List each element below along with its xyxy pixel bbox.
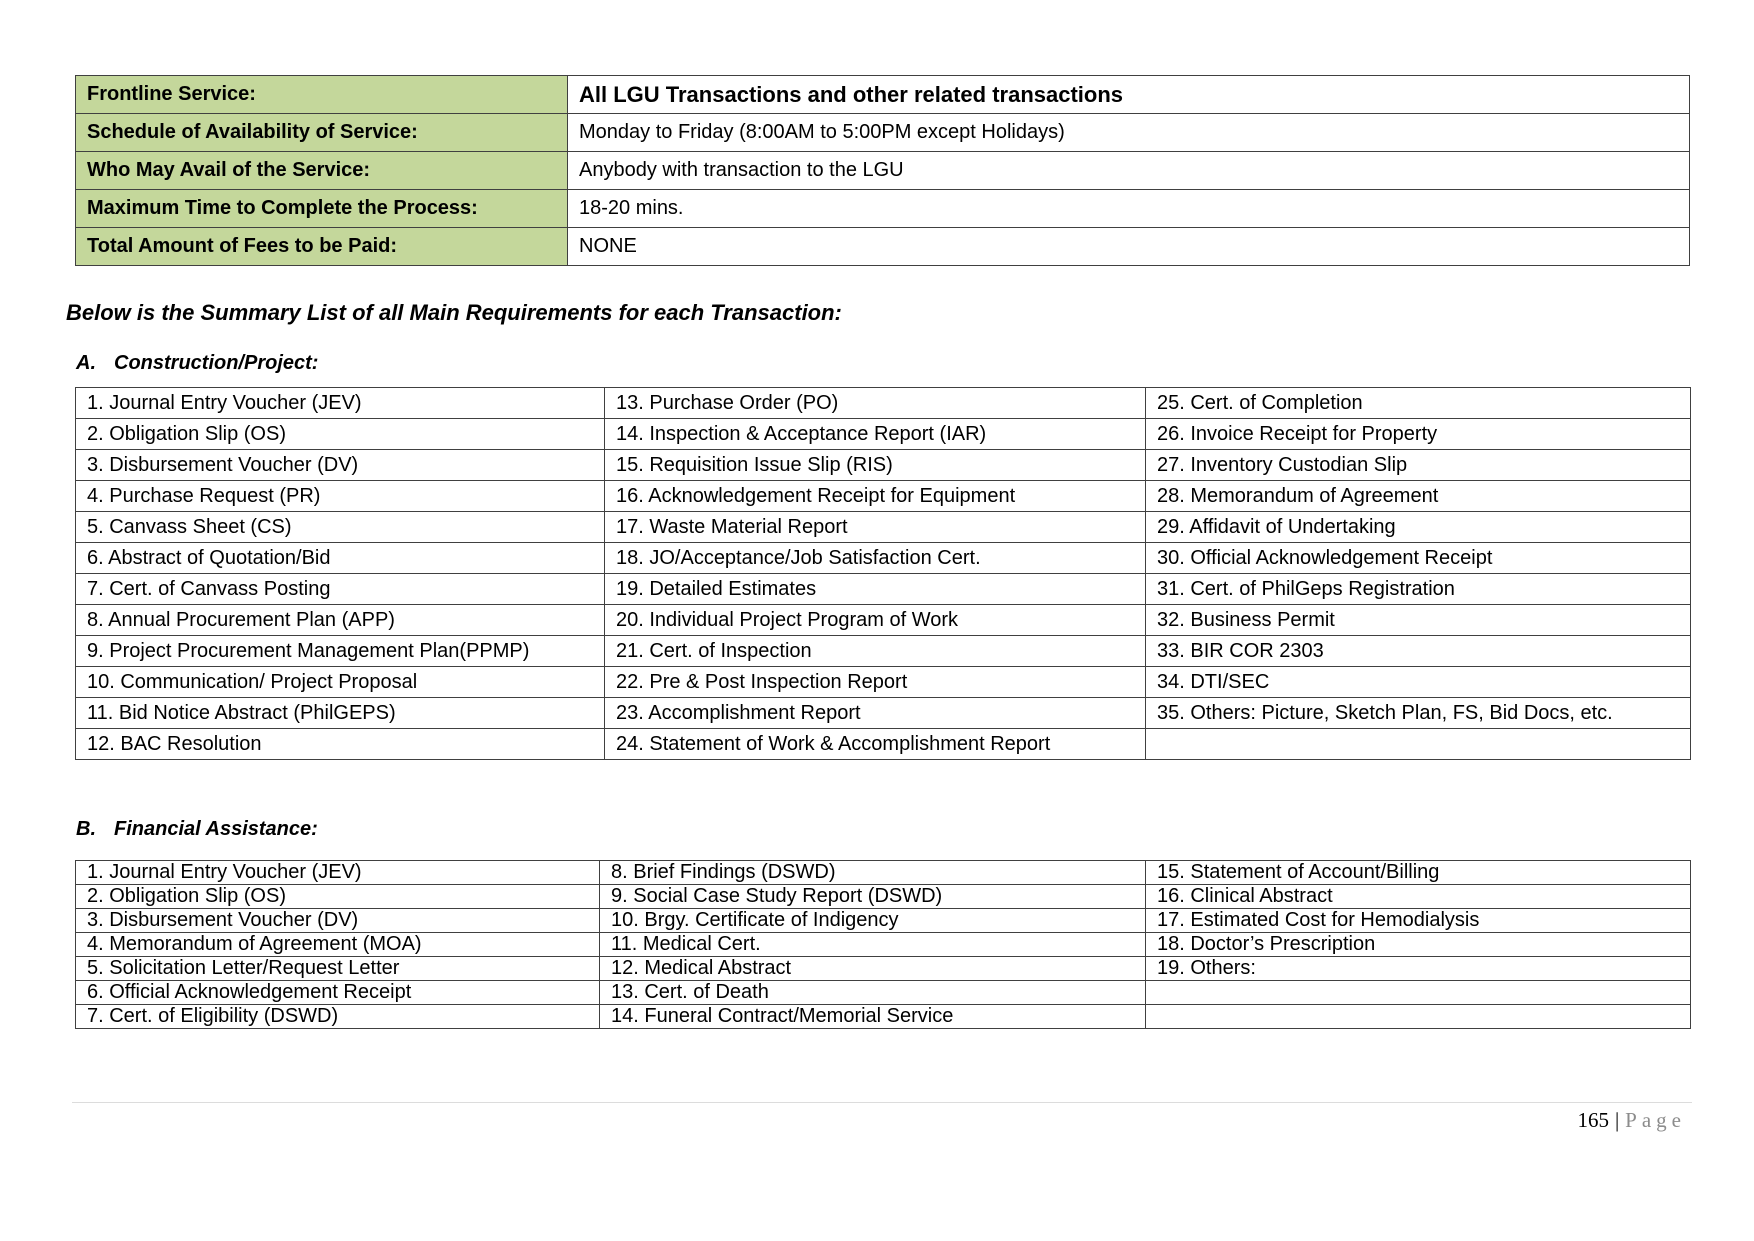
service-info-label: Who May Avail of the Service:	[76, 152, 568, 190]
requirement-cell: 20. Individual Project Program of Work	[605, 605, 1146, 636]
requirement-cell: 6. Abstract of Quotation/Bid	[76, 543, 605, 574]
requirement-cell: 8. Brief Findings (DSWD)	[600, 861, 1146, 885]
requirement-cell: 30. Official Acknowledgement Receipt	[1146, 543, 1691, 574]
table-row	[76, 957, 1691, 981]
requirement-cell: 4. Memorandum of Agreement (MOA)	[76, 933, 600, 957]
requirement-cell: 14. Inspection & Acceptance Report (IAR)	[605, 419, 1146, 450]
requirement-cell: 18. JO/Acceptance/Job Satisfaction Cert.	[605, 543, 1146, 574]
table-row	[76, 885, 1691, 909]
requirement-cell: 10. Brgy. Certificate of Indigency	[600, 909, 1146, 933]
table-row	[76, 388, 1691, 419]
service-info-table	[75, 75, 1690, 266]
requirement-cell: 25. Cert. of Completion	[1146, 388, 1691, 419]
page-footer	[1577, 1108, 1686, 1133]
section-a-title	[76, 352, 318, 375]
requirement-cell: 27. Inventory Custodian Slip	[1146, 450, 1691, 481]
table-row	[76, 605, 1691, 636]
requirement-cell: 15. Requisition Issue Slip (RIS)	[605, 450, 1146, 481]
requirement-cell	[1146, 729, 1691, 760]
service-info-value: NONE	[568, 228, 1690, 266]
requirement-cell: 11. Bid Notice Abstract (PhilGEPS)	[76, 698, 605, 729]
page-word: Page	[1625, 1108, 1686, 1132]
requirement-cell: 9. Social Case Study Report (DSWD)	[600, 885, 1146, 909]
requirement-cell: 12. BAC Resolution	[76, 729, 605, 760]
table-row	[76, 981, 1691, 1005]
requirement-cell: 4. Purchase Request (PR)	[76, 481, 605, 512]
requirement-cell: 33. BIR COR 2303	[1146, 636, 1691, 667]
requirement-cell: 19. Detailed Estimates	[605, 574, 1146, 605]
section-b-title	[76, 818, 318, 841]
requirement-cell: 24. Statement of Work & Accomplishment Report	[605, 729, 1146, 760]
requirement-cell: 5. Solicitation Letter/Request Letter	[76, 957, 600, 981]
financial-assistance-requirements-table	[75, 860, 1691, 1029]
section-a-letter: A.	[76, 352, 96, 374]
requirement-cell: 16. Clinical Abstract	[1146, 885, 1691, 909]
requirement-cell: 5. Canvass Sheet (CS)	[76, 512, 605, 543]
requirement-cell: 26. Invoice Receipt for Property	[1146, 419, 1691, 450]
table-row	[76, 419, 1691, 450]
table-row	[76, 636, 1691, 667]
section-b-letter: B.	[76, 818, 96, 840]
summary-heading: Below is the Summary List of all Main Requirements for each Transaction:	[66, 300, 842, 325]
service-info-value: Anybody with transaction to the LGU	[568, 152, 1690, 190]
service-info-row	[76, 76, 1690, 114]
requirement-cell: 16. Acknowledgement Receipt for Equipment	[605, 481, 1146, 512]
page-number: 165	[1577, 1108, 1609, 1132]
requirement-cell: 2. Obligation Slip (OS)	[76, 885, 600, 909]
requirement-cell: 13. Cert. of Death	[600, 981, 1146, 1005]
requirement-cell: 6. Official Acknowledgement Receipt	[76, 981, 600, 1005]
service-info-row	[76, 114, 1690, 152]
service-info-value: All LGU Transactions and other related transactions	[568, 76, 1690, 114]
requirement-cell: 35. Others: Picture, Sketch Plan, FS, Bid Docs, etc.	[1146, 698, 1691, 729]
requirement-cell: 3. Disbursement Voucher (DV)	[76, 450, 605, 481]
requirement-cell: 34. DTI/SEC	[1146, 667, 1691, 698]
service-info-value: Monday to Friday (8:00AM to 5:00PM except Holidays)	[568, 114, 1690, 152]
table-row	[76, 861, 1691, 885]
requirement-cell	[1146, 1005, 1691, 1029]
service-info-label: Total Amount of Fees to be Paid:	[76, 228, 568, 266]
table-row	[76, 729, 1691, 760]
footer-divider	[72, 1102, 1692, 1103]
table-row	[76, 450, 1691, 481]
requirement-cell: 11. Medical Cert.	[600, 933, 1146, 957]
requirement-cell: 22. Pre & Post Inspection Report	[605, 667, 1146, 698]
table-row	[76, 543, 1691, 574]
table-row	[76, 698, 1691, 729]
requirement-cell: 1. Journal Entry Voucher (JEV)	[76, 861, 600, 885]
requirement-cell: 19. Others:	[1146, 957, 1691, 981]
table-row	[76, 481, 1691, 512]
requirement-cell: 12. Medical Abstract	[600, 957, 1146, 981]
table-row	[76, 1005, 1691, 1029]
requirement-cell: 28. Memorandum of Agreement	[1146, 481, 1691, 512]
table-row	[76, 909, 1691, 933]
table-row	[76, 933, 1691, 957]
requirement-cell: 1. Journal Entry Voucher (JEV)	[76, 388, 605, 419]
requirement-cell: 2. Obligation Slip (OS)	[76, 419, 605, 450]
service-info-label: Schedule of Availability of Service:	[76, 114, 568, 152]
section-b-label: Financial Assistance:	[114, 818, 318, 840]
requirement-cell: 17. Waste Material Report	[605, 512, 1146, 543]
requirement-cell	[1146, 981, 1691, 1005]
requirement-cell: 15. Statement of Account/Billing	[1146, 861, 1691, 885]
service-info-row	[76, 190, 1690, 228]
table-row	[76, 667, 1691, 698]
section-a-label: Construction/Project:	[114, 352, 319, 374]
requirement-cell: 9. Project Procurement Management Plan(PPMP)	[76, 636, 605, 667]
requirement-cell: 7. Cert. of Eligibility (DSWD)	[76, 1005, 600, 1029]
requirement-cell: 8. Annual Procurement Plan (APP)	[76, 605, 605, 636]
requirement-cell: 3. Disbursement Voucher (DV)	[76, 909, 600, 933]
requirement-cell: 13. Purchase Order (PO)	[605, 388, 1146, 419]
requirement-cell: 10. Communication/ Project Proposal	[76, 667, 605, 698]
table-row	[76, 512, 1691, 543]
requirement-cell: 7. Cert. of Canvass Posting	[76, 574, 605, 605]
requirement-cell: 31. Cert. of PhilGeps Registration	[1146, 574, 1691, 605]
requirement-cell: 21. Cert. of Inspection	[605, 636, 1146, 667]
service-info-value: 18-20 mins.	[568, 190, 1690, 228]
service-info-label: Frontline Service:	[76, 76, 568, 114]
service-info-row	[76, 228, 1690, 266]
requirement-cell: 23. Accomplishment Report	[605, 698, 1146, 729]
service-info-row	[76, 152, 1690, 190]
construction-requirements-table	[75, 387, 1691, 760]
requirement-cell: 14. Funeral Contract/Memorial Service	[600, 1005, 1146, 1029]
requirement-cell: 17. Estimated Cost for Hemodialysis	[1146, 909, 1691, 933]
service-info-label: Maximum Time to Complete the Process:	[76, 190, 568, 228]
footer-separator: |	[1614, 1108, 1620, 1132]
requirement-cell: 29. Affidavit of Undertaking	[1146, 512, 1691, 543]
requirement-cell: 18. Doctor’s Prescription	[1146, 933, 1691, 957]
requirement-cell: 32. Business Permit	[1146, 605, 1691, 636]
table-row	[76, 574, 1691, 605]
